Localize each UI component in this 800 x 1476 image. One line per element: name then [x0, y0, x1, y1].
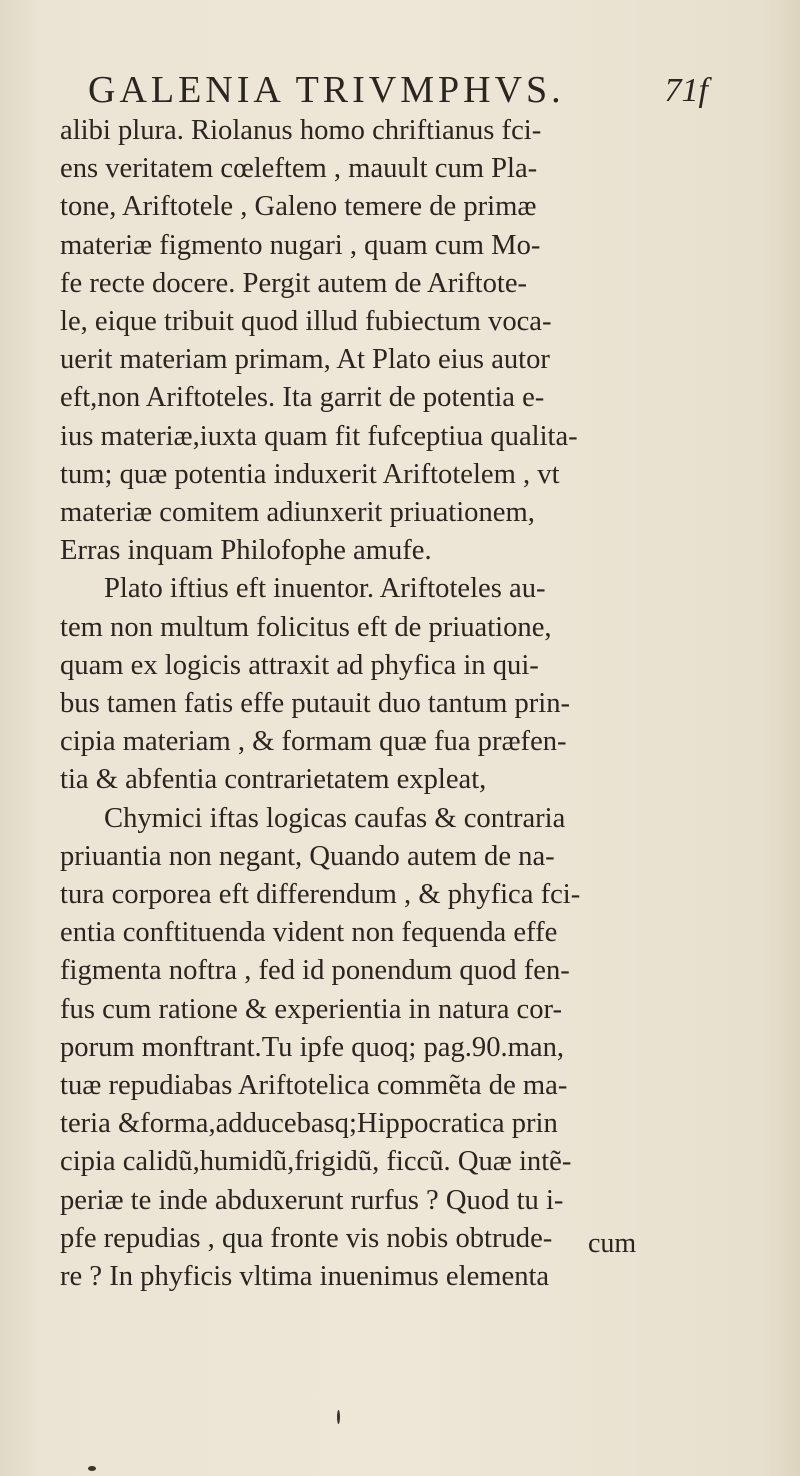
body-text: [60, 112, 715, 1296]
text-line: materiæ figmento nugari , quam cum Mo-: [60, 229, 541, 261]
text-line: pfe repudias , qua fronte vis nobis obtrude-: [60, 1222, 553, 1254]
text-line: figmenta noftra , fed id ponendum quod fen-: [60, 955, 570, 987]
text-line: Erras inquam Philofophe amufe.: [60, 535, 432, 567]
text-line: tura corporea eft differendum , & phyfica fci-: [60, 879, 581, 911]
text-line: tia & abfentia contrarietatem expleat,: [60, 764, 487, 796]
text-line: priuantia non negant, Quando autem de na-: [60, 840, 555, 872]
running-title: GALENIA TRIVMPHVS.: [88, 69, 565, 111]
text-line: Plato iftius eft inuentor. Ariftoteles au-: [104, 573, 546, 605]
paragraph-1: [60, 112, 715, 570]
text-line: bus tamen fatis effe putauit duo tantum prin-: [60, 688, 571, 720]
text-line: fe recte docere. Pergit autem de Ariftote-: [60, 267, 528, 299]
paragraph-3: [60, 800, 715, 1297]
text-line: Chymici iftas logicas caufas & contraria: [104, 802, 566, 834]
text-line: periæ te inde abduxerunt rurfus ? Quod tu i-: [60, 1184, 564, 1216]
text-line: re ? In phyficis vltima inuenimus elementa: [60, 1261, 550, 1293]
text-line: tem non multum folicitus eft de priuatione,: [60, 611, 552, 643]
text-line: teria &forma,adducebasq;Hippocratica prin: [60, 1108, 558, 1140]
catchword: cum: [588, 1228, 637, 1259]
text-line: fus cum ratione & experientia in natura cor-: [60, 993, 562, 1025]
text-line: alibi plura. Riolanus homo chriftianus fci-: [60, 115, 542, 146]
text-line: cipia calidũ,humidũ,frigidũ, ficcũ. Quæ intẽ-: [60, 1146, 572, 1178]
text-line: uerit materiam primam, At Plato eius autor: [60, 344, 550, 376]
text-line: materiæ comitem adiunxerit priuationem,: [60, 497, 535, 529]
paragraph-2: [60, 570, 715, 799]
text-line: tuæ repudiabas Ariftotelica commẽta de ma-: [60, 1070, 568, 1102]
text-line: cipia materiam , & formam quæ fua præfen-: [60, 726, 567, 758]
text-line: tum; quæ potentia induxerit Ariftotelem , vt: [60, 458, 560, 490]
text-line: tone, Ariftotele , Galeno temere de primæ: [60, 191, 537, 223]
text-line: eft,non Ariftoteles. Ita garrit de potentia e-: [60, 382, 545, 414]
text-line: quam ex logicis attraxit ad phyfica in qui-: [60, 649, 539, 681]
paper-speck: [337, 1410, 340, 1424]
page-number: 71f: [664, 72, 708, 109]
text-line: ius materiæ,iuxta quam fit fufceptiua qualita-: [60, 420, 578, 452]
page-header: [88, 68, 708, 118]
text-line: porum monftrant.Tu ipfe quoq; pag.90.man,: [60, 1031, 565, 1063]
text-line: ens veritatem cœleftem , mauult cum Pla-: [60, 153, 538, 185]
text-line: entia conftituenda vident non fequenda effe: [60, 917, 558, 949]
paper-speck: [88, 1466, 96, 1471]
text-line: le, eique tribuit quod illud fubiectum voca-: [60, 306, 552, 338]
